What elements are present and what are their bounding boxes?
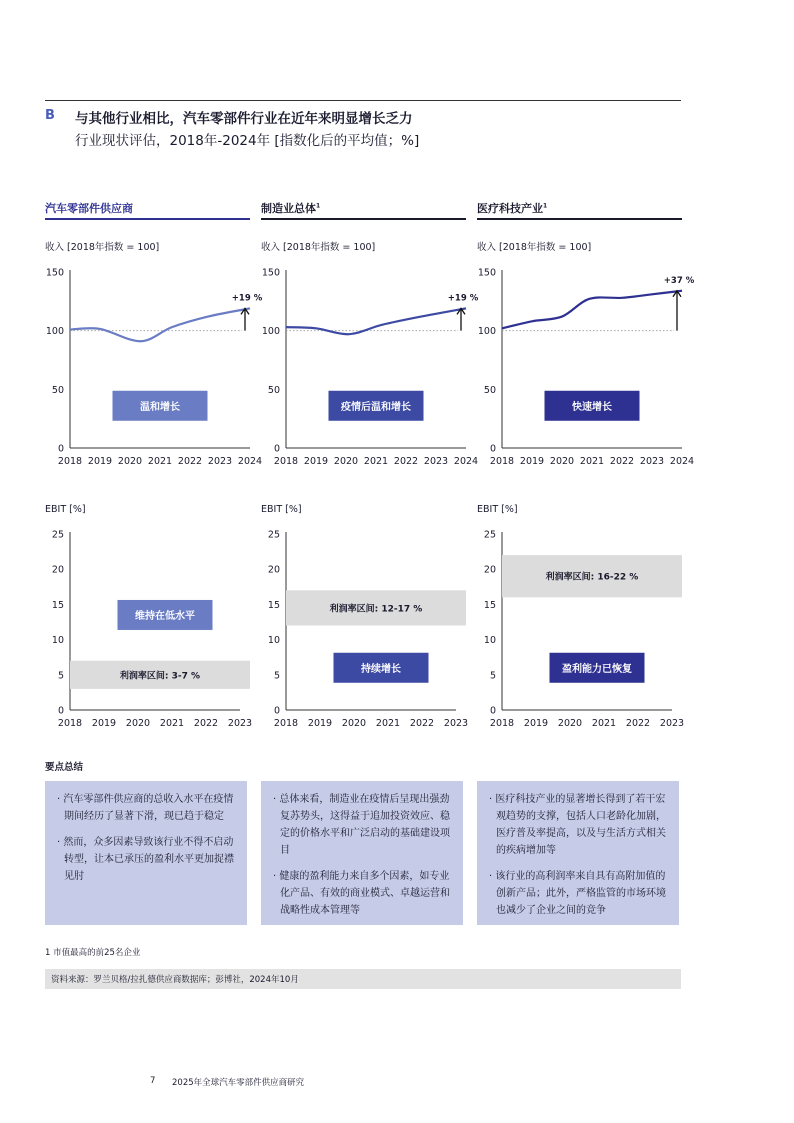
growth-label: +37 % xyxy=(663,275,695,286)
growth-label: +19 % xyxy=(231,293,263,304)
summary-point: · 该行业的高利润率来自具有高附加值的创新产品；此外，严格监管的市场环境也减少了企业之间的竞争 xyxy=(489,871,666,916)
x-tick-label: 2021 xyxy=(159,718,185,729)
revenue-chart-medtech xyxy=(477,238,695,473)
summary-point: · 然而，众多因素导致该行业不得不启动转型，让本已承压的盈利水平更加捉襟见肘 xyxy=(57,837,234,882)
summary-point: · 总体来看，制造业在疫情后呈现出强劲复苏势头，这得益于追加投资效应、稳定的价格水平和广泛启动的基础建设项目 xyxy=(273,794,450,856)
x-tick-label: 2022 xyxy=(409,718,435,729)
x-tick-label: 2023 xyxy=(423,456,449,467)
x-tick-label: 2021 xyxy=(375,718,401,729)
x-tick-label: 2018 xyxy=(273,718,299,729)
x-tick-label: 2022 xyxy=(625,718,651,729)
figure-subtitle: 行业现状评估，2018年-2024年 [指数化后的平均值；%] xyxy=(75,133,420,149)
footnote: 1 市值最高的前25名企业 xyxy=(45,948,141,958)
x-tick-label: 2018 xyxy=(57,718,83,729)
x-tick-label: 2024 xyxy=(237,456,263,467)
x-tick-label: 2019 xyxy=(91,718,117,729)
y-tick-label: 100 xyxy=(45,326,64,338)
y-tick-label: 5 xyxy=(273,670,280,682)
x-tick-label: 2024 xyxy=(453,456,479,467)
x-tick-label: 2019 xyxy=(519,456,545,467)
ebit-chart-auto xyxy=(45,500,260,735)
y-tick-label: 15 xyxy=(483,599,496,611)
summary-point: · 汽车零部件供应商的总收入水平在疫情期间经历了显著下滑，现已趋于稳定 xyxy=(57,794,234,822)
y-axis-label: 收入 [2018年指数 = 100] xyxy=(477,242,592,253)
column-rule-auto xyxy=(45,218,250,220)
margin-band-label: 利润率区间: 16-22 % xyxy=(545,572,639,583)
growth-label: +19 % xyxy=(447,293,479,304)
column-header-auto: 汽车零部件供应商 xyxy=(45,202,133,215)
y-tick-label: 100 xyxy=(261,326,280,338)
margin-band-label: 利润率区间: 3-7 % xyxy=(119,671,201,682)
y-tick-label: 15 xyxy=(51,599,64,611)
y-tick-label: 150 xyxy=(45,267,64,279)
x-tick-label: 2021 xyxy=(591,718,617,729)
y-tick-label: 5 xyxy=(57,670,64,682)
status-tag-label: 持续增长 xyxy=(361,663,401,675)
status-tag-label: 维持在低水平 xyxy=(135,610,195,622)
y-tick-label: 0 xyxy=(273,705,280,717)
x-tick-label: 2020 xyxy=(557,718,583,729)
y-tick-label: 10 xyxy=(483,635,496,647)
y-tick-label: 0 xyxy=(489,443,496,455)
source-note: 资料来源：罗兰贝格/拉扎德供应商数据库；彭博社，2024年10月 xyxy=(45,969,681,989)
column-rule-manufacturing xyxy=(261,218,466,220)
summary-point: · 医疗科技产业的显著增长得到了若干宏观趋势的支撑，包括人口老龄化加剧，医疗普及率提高，以及与生活方式相关的疾病增加等 xyxy=(489,794,666,856)
status-tag-label: 盈利能力已恢复 xyxy=(562,663,632,675)
y-tick-label: 0 xyxy=(57,443,64,455)
summary-point: · 健康的盈利能力来自多个因素，如专业化产品、有效的商业模式、卓越运营和战略性成本管理等 xyxy=(273,871,450,916)
y-tick-label: 20 xyxy=(51,564,64,576)
series-line xyxy=(286,308,466,334)
y-tick-label: 20 xyxy=(267,564,280,576)
x-tick-label: 2022 xyxy=(393,456,419,467)
page-number: 7 xyxy=(150,1076,156,1086)
x-tick-label: 2021 xyxy=(363,456,389,467)
y-tick-label: 25 xyxy=(51,529,64,541)
x-tick-label: 2022 xyxy=(609,456,635,467)
x-tick-label: 2019 xyxy=(523,718,549,729)
x-tick-label: 2023 xyxy=(659,718,685,729)
series-line xyxy=(70,308,250,341)
x-tick-label: 2018 xyxy=(489,456,515,467)
y-tick-label: 150 xyxy=(261,267,280,279)
column-header-medtech: 医疗科技产业$^1$ xyxy=(477,202,548,215)
x-tick-label: 2023 xyxy=(443,718,469,729)
x-tick-label: 2022 xyxy=(177,456,203,467)
status-tag-label: 温和增长 xyxy=(140,401,180,413)
x-tick-label: 2018 xyxy=(273,456,299,467)
x-tick-label: 2019 xyxy=(307,718,333,729)
summary-label: 要点总结 xyxy=(45,762,84,773)
status-tag-label: 快速增长 xyxy=(572,401,612,413)
y-tick-label: 100 xyxy=(477,326,496,338)
y-axis-label: EBIT [%] xyxy=(477,504,518,515)
y-tick-label: 25 xyxy=(267,529,280,541)
y-tick-label: 15 xyxy=(267,599,280,611)
margin-band-label: 利润率区间: 12-17 % xyxy=(329,604,423,615)
y-tick-label: 5 xyxy=(489,670,496,682)
summary-box-manufacturing xyxy=(261,781,463,925)
y-tick-label: 50 xyxy=(483,384,496,396)
x-tick-label: 2020 xyxy=(125,718,151,729)
y-tick-label: 0 xyxy=(57,705,64,717)
figure-letter: B xyxy=(45,108,55,123)
y-tick-label: 10 xyxy=(51,635,64,647)
x-tick-label: 2024 xyxy=(669,456,695,467)
x-tick-label: 2022 xyxy=(193,718,219,729)
x-tick-label: 2020 xyxy=(333,456,359,467)
revenue-chart-auto xyxy=(45,238,263,473)
revenue-chart-manufacturing xyxy=(261,238,479,473)
y-axis-label: EBIT [%] xyxy=(45,504,86,515)
x-tick-label: 2023 xyxy=(639,456,665,467)
x-tick-label: 2023 xyxy=(207,456,233,467)
x-tick-label: 2023 xyxy=(227,718,253,729)
y-axis-label: EBIT [%] xyxy=(261,504,302,515)
x-tick-label: 2020 xyxy=(341,718,367,729)
x-tick-label: 2018 xyxy=(489,718,515,729)
y-axis-label: 收入 [2018年指数 = 100] xyxy=(45,242,160,253)
ebit-chart-manufacturing xyxy=(261,500,476,735)
y-tick-label: 0 xyxy=(489,705,496,717)
y-axis-label: 收入 [2018年指数 = 100] xyxy=(261,242,376,253)
x-tick-label: 2021 xyxy=(147,456,173,467)
status-tag-label: 疫情后温和增长 xyxy=(341,401,411,413)
report-title: 2025年全球汽车零部件供应商研究 xyxy=(172,1078,305,1088)
series-line xyxy=(502,291,682,329)
x-tick-label: 2021 xyxy=(579,456,605,467)
column-header-manufacturing: 制造业总体$^1$ xyxy=(261,202,321,215)
y-tick-label: 10 xyxy=(267,635,280,647)
y-tick-label: 150 xyxy=(477,267,496,279)
column-rule-medtech xyxy=(477,218,682,220)
x-tick-label: 2019 xyxy=(87,456,113,467)
figure-title: 与其他行业相比，汽车零部件行业在近年来明显增长乏力 xyxy=(75,111,413,127)
y-tick-label: 25 xyxy=(483,529,496,541)
x-tick-label: 2019 xyxy=(303,456,329,467)
y-tick-label: 50 xyxy=(51,384,64,396)
x-tick-label: 2020 xyxy=(117,456,143,467)
y-tick-label: 0 xyxy=(273,443,280,455)
x-tick-label: 2018 xyxy=(57,456,83,467)
summary-box-medtech xyxy=(477,781,679,925)
y-tick-label: 20 xyxy=(483,564,496,576)
top-rule xyxy=(45,100,681,101)
ebit-chart-medtech xyxy=(477,500,692,735)
summary-box-auto xyxy=(45,781,247,925)
y-tick-label: 50 xyxy=(267,384,280,396)
x-tick-label: 2020 xyxy=(549,456,575,467)
